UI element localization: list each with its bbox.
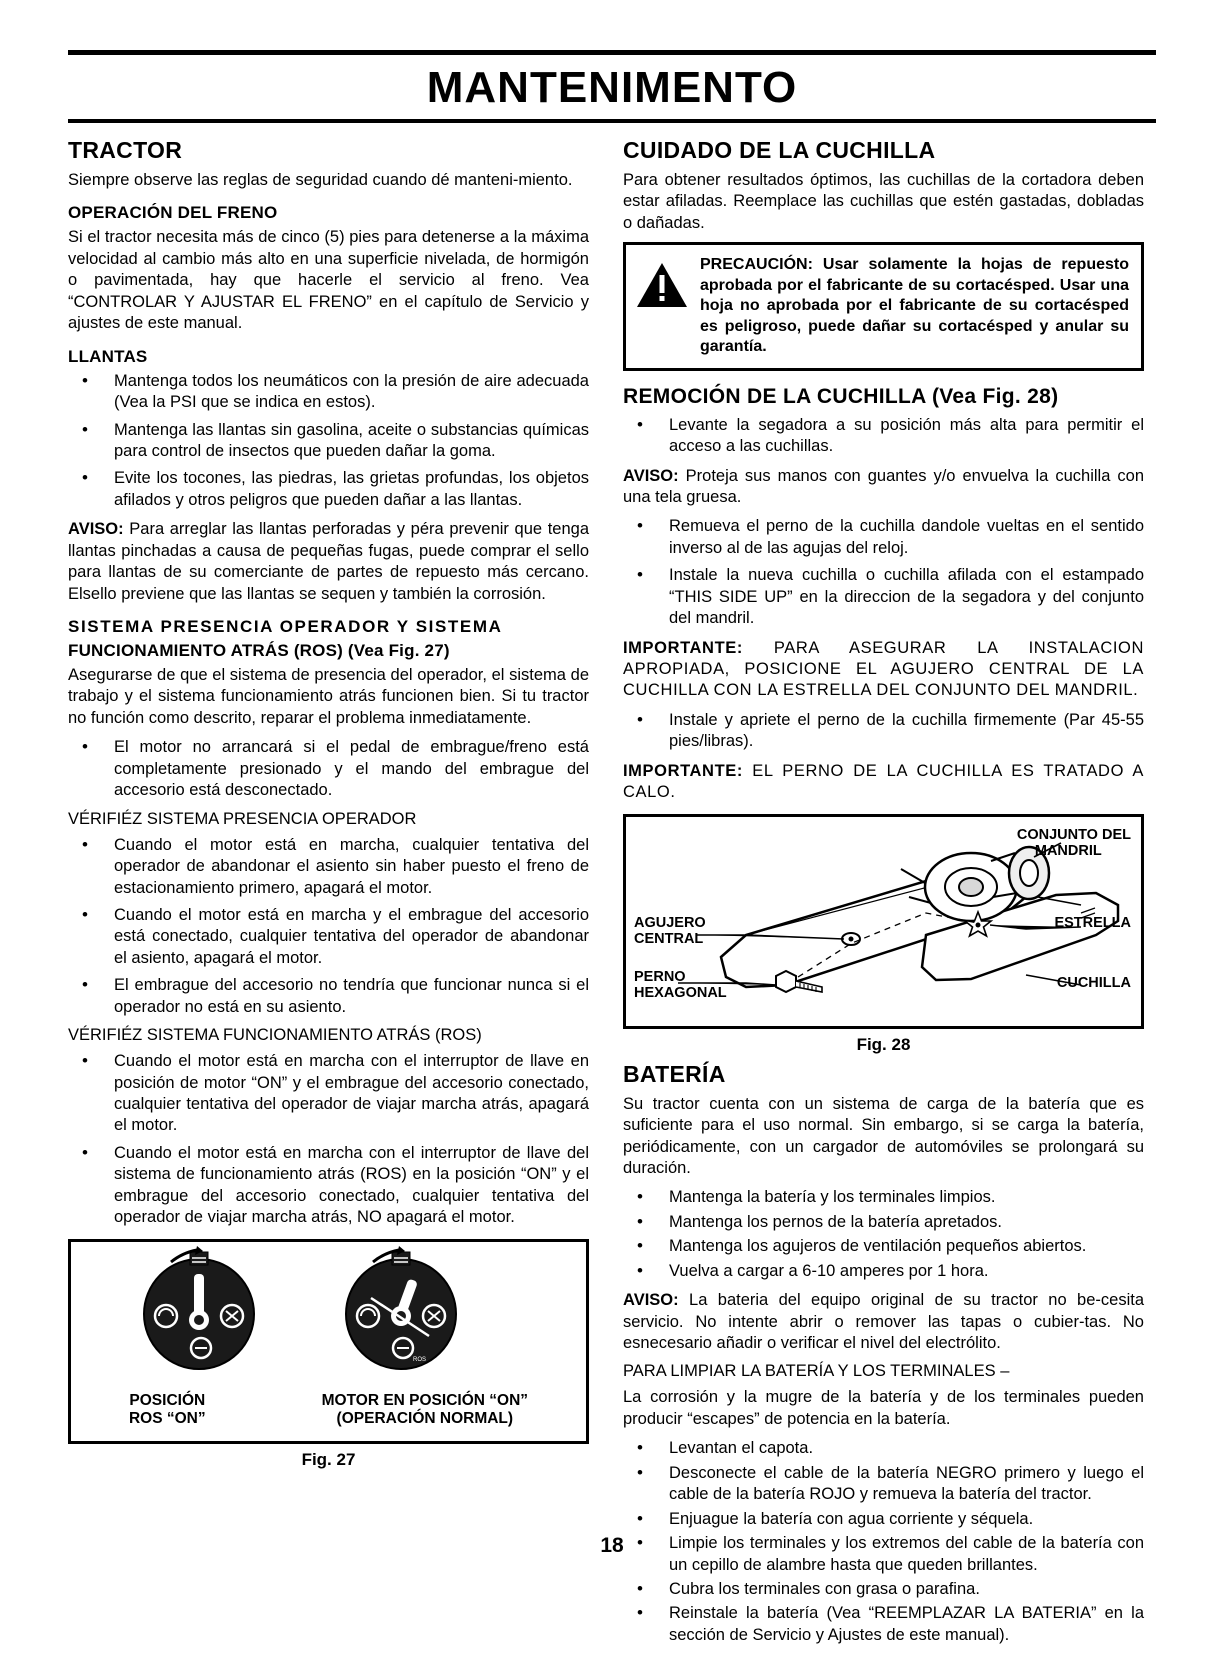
page-number: 18 — [600, 1534, 624, 1557]
ros-bullet-list — [68, 737, 589, 801]
svg-text:ROS: ROS — [413, 1356, 427, 1363]
label-line: CENTRAL — [634, 930, 704, 947]
important-1-label: IMPORTANTE: — [623, 638, 743, 657]
tractor-intro-text: Siempre observe las reglas de seguridad cuando dé manteni-miento. — [68, 171, 573, 189]
blade-removal-note-label: AVISO: — [623, 466, 679, 485]
figure-27-illustration — [71, 1242, 586, 1387]
list-item: • Cuando el motor está en marcha y el embrague del accesorio está conectado, cualquier tentativa del operador de abandonar el asiento, apagará el motor. — [68, 905, 589, 969]
blade-removal-note-text: Proteja sus manos con guantes y/o envuelva la cuchilla con una tela gruesa. — [623, 466, 1144, 506]
figure-28-box — [623, 814, 1144, 1029]
blade-removal-heading: REMOCIÓN DE LA CUCHILLA (Vea Fig. 28) — [623, 384, 1059, 408]
clean-battery-heading: PARA LIMPIAR LA BATERÍA Y LOS TERMINALES – — [623, 1362, 1010, 1381]
ros-intro-text: Asegurarse de que el sistema de presencia del operador, el sistema de trabajo y el sistema funcionamiento atrás funcionen bien. Si tu tractor no función como descrito, reparar el problema inmediatamente. — [68, 666, 589, 727]
clean-battery-text: La corrosión y la mugre de la batería y de los terminales pueden producir “escapes” de potencia en la batería. — [623, 1388, 1144, 1428]
label-line: AGUJERO — [634, 914, 706, 931]
blade-removal-note — [623, 466, 1144, 509]
list-item: • Levante la segadora a su posición más alta para permitir el acceso a las cuchillas. — [623, 415, 1144, 458]
figure-28-center-hole-label — [634, 915, 706, 947]
list-item: • El motor no arrancará si el pedal de embrague/freno está completamente presionado y el mando del embrague del accesorio está desconectado. — [68, 737, 589, 801]
blade-torque-bullet — [623, 710, 1144, 753]
list-item: • Levantan el capota. — [623, 1438, 1144, 1459]
battery-note-label: AVISO: — [623, 1291, 679, 1310]
tires-note — [68, 519, 589, 605]
tires-bullet-list — [68, 371, 589, 512]
list-item: • Evite los tocones, las piedras, las grietas profundas, los objetos afilados y otros peligros que pueden dañar a las llantas. — [68, 468, 589, 511]
left-column — [68, 137, 589, 1654]
blade-care-text: Para obtener resultados óptimos, las cuchillas de la cortadora deben estar afiladas. Reemplace las cuchillas que estén gastadas, dobladas o dañadas. — [623, 171, 1144, 232]
figure-28-star-label: ESTRELLA — [1054, 914, 1131, 931]
battery-note — [623, 1290, 1144, 1354]
list-item: • Instale la nueva cuchilla o cuchilla afilada con el estampado “THIS SIDE UP” en la direccion de la segadora y del conjunto del mandril. — [623, 565, 1144, 629]
tractor-heading: TRACTOR — [68, 137, 183, 163]
figure-27-labels — [71, 1392, 586, 1441]
list-item: • Desconecte el cable de la batería NEGRO primero y luego el cable de la batería ROJO y remueva la batería del tractor. — [623, 1463, 1144, 1506]
battery-bullet-list — [623, 1187, 1144, 1282]
label-line: MANDRIL — [1034, 842, 1102, 859]
battery-heading: BATERÍA — [623, 1060, 726, 1087]
list-item: • Cubra los terminales con grasa o parafina. — [623, 1579, 1144, 1600]
list-item: • Remueva el perno de la cuchilla dandole vueltas en el sentido inverso al de las agujas del reloj. — [623, 516, 1144, 559]
ros-heading-line2: FUNCIONAMIENTO ATRÁS (ROS) (Vea Fig. 27) — [68, 641, 450, 660]
list-item: • Instale y apriete el perno de la cuchilla firmemente (Par 45-55 pies/libras). — [623, 710, 1144, 753]
figure-28-blade-label: CUCHILLA — [1056, 974, 1131, 991]
top-rule — [68, 50, 1156, 55]
important-1-text: PARA ASEGURAR LA INSTALACION APROPIADA, POSICIONE EL AGUJERO CENTRAL DE LA CUCHILLA CON LA ESTRELLA DEL CONJUNTO DEL MANDRIL. — [623, 638, 1144, 700]
battery-note-text: La bateria del equipo original de su tractor no be-cesita servicio. No intente abrir o remover las tapas o cubier-tas. No esnecesario añadir o verificar el nivel del electrólito. — [623, 1291, 1145, 1353]
figure-27-caption: Fig. 27 — [301, 1449, 356, 1469]
label-line: POSICIÓN — [129, 1391, 206, 1409]
important-2-text: EL PERNO DE LA CUCHILLA ES TRATADO A CALO. — [623, 761, 1144, 802]
list-item: • Cuando el motor está en marcha, cualquier tentativa del operador de abandonar el asiento sin haber puesto el freno de estacionamiento primero, apagará el motor. — [68, 835, 589, 899]
verify-ros-heading: VÉRIFIÉZ SISTEMA FUNCIONAMIENTO ATRÁS (ROS) — [68, 1026, 482, 1045]
title-bottom-rule — [68, 119, 1156, 123]
right-column — [623, 137, 1144, 1654]
battery-text: Su tractor cuenta con un sistema de carga de la batería que es suficiente para el uso normal. Sin embargo, si se carga la batería, periódicamente, con un cargador de automóviles se prolongará su duración. — [623, 1094, 1144, 1177]
label-line: CONJUNTO DEL — [1016, 826, 1131, 843]
tires-note-label: AVISO: — [68, 520, 124, 539]
figure-27-left-label — [129, 1392, 206, 1429]
list-item: • Mantenga todos los neumáticos con la presión de aire adecuada (Vea la PSI que se indica en estos). — [68, 371, 589, 414]
list-item: • Mantenga las llantas sin gasolina, aceite o substancias químicas para control de insectos que pueden dañar la goma. — [68, 420, 589, 463]
page-title: MANTENIMENTO — [426, 63, 798, 112]
tires-heading: LLANTAS — [68, 346, 148, 366]
label-line: PERNO — [634, 968, 686, 985]
list-item: • Cuando el motor está en marcha con el interruptor de llave del sistema de funcionamiento atrás (ROS) en la posición “ON” y el embrague del accesorio conectado, cualquier tentativa del operador de viajar marcha atrás, NO apagará el motor. — [68, 1143, 589, 1229]
list-item: • Vuelva a cargar a 6-10 amperes por 1 hora. — [623, 1261, 1144, 1282]
figure-28-bolt-label — [634, 969, 727, 1001]
brake-operation-text: Si el tractor necesita más de cinco (5) pies para detenerse a la máxima velocidad al cambio más alto en una superficie nivelada, de hormigón o pavimentada, hay que hacerle el servicio al freno. Vea “CONTROLAR Y AJUSTAR EL FRENO” en el capítulo de Servicio y ajustes de este manual. — [68, 228, 589, 333]
blade-removal-bullet-list — [623, 516, 1144, 629]
verify-presence-bullet-list — [68, 835, 589, 1019]
list-item: • Mantenga los pernos de la batería apretados. — [623, 1212, 1144, 1233]
figure-27-box — [68, 1239, 589, 1444]
list-item: • Mantenga la batería y los terminales limpios. — [623, 1187, 1144, 1208]
list-item: • Enjuague la batería con agua corriente y séquela. — [623, 1509, 1144, 1530]
label-line: MOTOR EN POSICIÓN “ON” — [321, 1391, 529, 1409]
important-note-2 — [623, 761, 1144, 804]
caution-label: PRECAUCIÓN: — [700, 256, 813, 274]
figure-27-right-label — [322, 1392, 528, 1429]
caution-body: Usar solamente la hojas de repuesto aprobada por el fabricante de su cortacésped. Usar una hoja no aprobada por el fabricante de su cortacésped es peligroso, puede dañar su cortacésped y anular su garantía. — [700, 256, 1129, 356]
label-line: HEXAGONAL — [634, 984, 727, 1001]
caution-box — [623, 242, 1144, 370]
list-item: • Limpie los terminales y los extremos del cable de la batería con un cepillo de alambre hasta que queden brillantes. — [623, 1533, 1144, 1576]
important-note-1 — [623, 638, 1144, 702]
verify-ros-bullet-list — [68, 1051, 589, 1229]
list-item: • El embrague del accesorio no tendría que funcionar nunca si el operador no está en su asiento. — [68, 975, 589, 1018]
label-line: (OPERACIÓN NORMAL) — [336, 1410, 514, 1428]
figure-28-caption: Fig. 28 — [856, 1034, 911, 1054]
blade-removal-bullet-first — [623, 415, 1144, 458]
tires-note-text: Para arreglar las llantas perforadas y péra prevenir que tenga llantas pinchadas a causa de pequeñas fugas, puede comprar el sello para llantas de su comerciante de partes de repuesto más cercano. Elsello previene que las llantas se sequen y también la corrosión. — [68, 520, 590, 603]
list-item: • Mantenga los agujeros de ventilación pequeños abiertos. — [623, 1236, 1144, 1257]
blade-care-heading: CUIDADO DE LA CUCHILLA — [623, 137, 936, 163]
list-item: • Reinstale la batería (Vea “REEMPLAZAR LA BATERIA” en la sección de Servicio y Ajustes de este manual). — [623, 1603, 1144, 1646]
warning-triangle-icon — [636, 261, 688, 309]
two-column-body — [68, 137, 1156, 1654]
label-line: ROS “ON” — [128, 1410, 206, 1428]
list-item: • Cuando el motor está en marcha con el interruptor de llave en posición de motor “ON” y el embrague del accesorio conectado, cualquier tentativa del operador de viajar marcha atrás, apagará el motor. — [68, 1051, 589, 1137]
figure-28-spindle-label — [1017, 827, 1131, 859]
brake-operation-heading: OPERACIÓN DEL FRENO — [68, 203, 278, 223]
verify-presence-heading: VÉRIFIÉZ SISTEMA PRESENCIA OPERADOR — [68, 809, 417, 828]
ros-heading-line1: SISTEMA PRESENCIA OPERADOR Y SISTEMA — [68, 617, 503, 636]
caution-text — [700, 255, 1129, 357]
important-2-label: IMPORTANTE: — [623, 761, 743, 780]
